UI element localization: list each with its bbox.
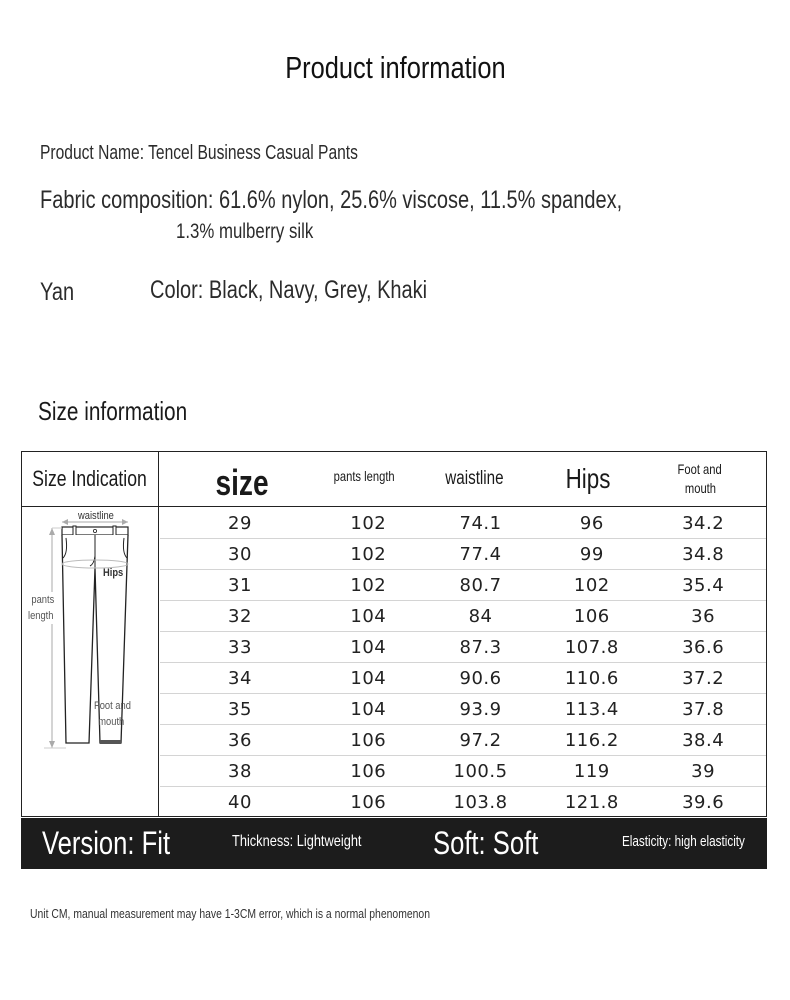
table-row: 33 104 87.3 107.8 36.6 xyxy=(160,632,766,663)
table-body xyxy=(160,508,766,817)
table-header xyxy=(22,452,766,507)
table-row: 31 102 80.7 102 35.4 xyxy=(160,570,766,601)
table-row: 38 106 100.5 119 39 xyxy=(160,756,766,787)
header-size-indication: Size Indication xyxy=(32,466,148,491)
table-row: 40 106 103.8 121.8 39.6 xyxy=(228,791,725,813)
table-row: 34 104 90.6 110.6 37.2 xyxy=(160,663,766,694)
header-pants-length: pants length xyxy=(333,468,395,484)
attribute-elasticity: Elasticity: high elasticity xyxy=(622,833,745,850)
diagram-label-waistline: waistline xyxy=(78,510,114,522)
attribute-soft: Soft: Soft xyxy=(433,825,539,861)
header-hips: Hips xyxy=(565,463,611,494)
column-divider xyxy=(158,452,159,816)
fabric-composition: Fabric composition: 61.6% nylon, 25.6% viscose, 11.5% spandex, xyxy=(40,186,623,214)
header-foot-mouth: Foot and mouth xyxy=(677,461,723,496)
attributes-band xyxy=(21,818,767,869)
diagram-label-pants-length: pants length xyxy=(28,592,59,624)
attribute-thickness: Thickness: Lightweight xyxy=(232,832,362,850)
measurement-note: Unit CM, manual measurement may have 1-3CM error, which is a normal phenomenon xyxy=(30,906,430,921)
pants-outline-icon xyxy=(22,508,158,816)
size-table xyxy=(21,451,767,817)
table-row: 32 104 84 106 36 xyxy=(160,601,766,632)
header-waistline: waistline xyxy=(444,468,504,489)
table-row: 29 102 74.1 96 34.2 xyxy=(160,508,766,539)
diagram-label-foot-mouth: Foot and mouth xyxy=(94,700,131,728)
header-size: size xyxy=(215,462,269,503)
size-section-title: Size information xyxy=(38,396,188,426)
fabric-composition-continued: 1.3% mulberry silk xyxy=(176,220,314,243)
pants-diagram xyxy=(22,508,158,816)
table-row: 36 106 97.2 116.2 38.4 xyxy=(160,725,766,756)
table-row: 35 104 93.9 113.4 37.8 xyxy=(160,694,766,725)
page-title: Product information xyxy=(284,50,506,85)
table-row: 30 102 77.4 99 34.8 xyxy=(160,539,766,570)
color-options: Color: Black, Navy, Grey, Khaki xyxy=(150,276,428,304)
yan-label: Yan xyxy=(40,278,75,306)
attribute-version: Version: Fit xyxy=(42,825,171,861)
diagram-label-hips: Hips xyxy=(103,567,124,579)
product-name: Product Name: Tencel Business Casual Pants xyxy=(40,142,358,164)
